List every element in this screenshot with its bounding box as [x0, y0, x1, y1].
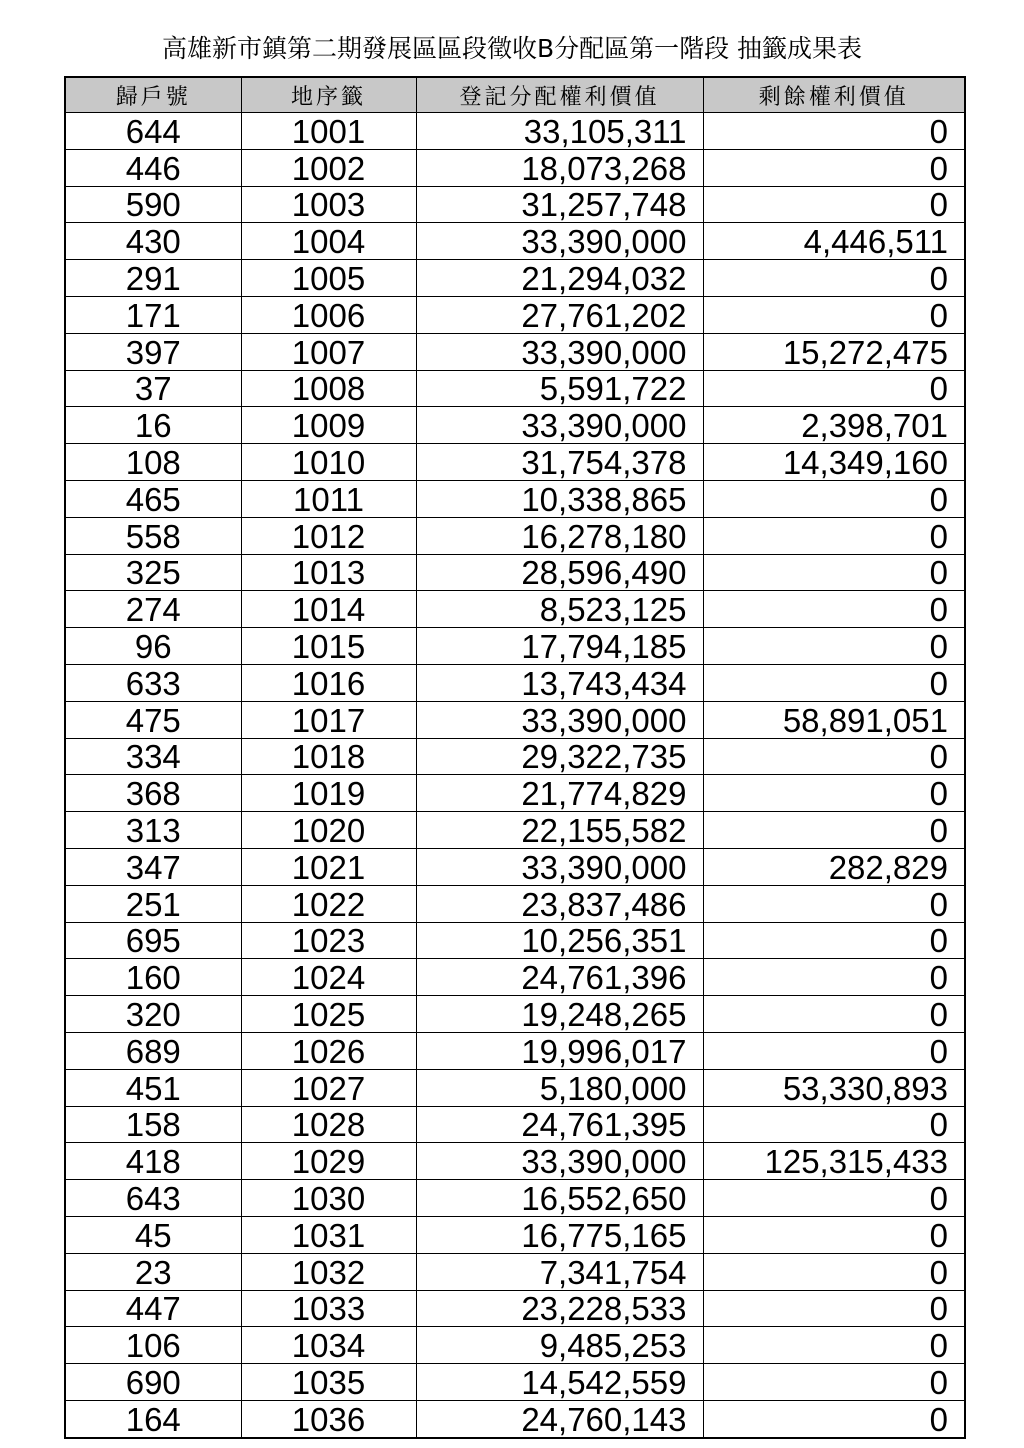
household-number-cell: 451 [65, 1069, 241, 1106]
lot-number-cell: 1003 [241, 186, 416, 223]
table-row [65, 517, 965, 554]
household-number-cell: 690 [65, 1364, 241, 1401]
table-row [65, 664, 965, 701]
registered-value-cell: 31,257,748 [416, 186, 703, 223]
remaining-value-cell: 0 [703, 922, 965, 959]
table-row [65, 333, 965, 370]
lot-number-cell: 1016 [241, 664, 416, 701]
lot-number-cell: 1007 [241, 333, 416, 370]
remaining-value-cell: 0 [703, 1253, 965, 1290]
table-row [65, 922, 965, 959]
lot-number-cell: 1022 [241, 885, 416, 922]
table-row [65, 444, 965, 481]
registered-value-cell: 23,228,533 [416, 1290, 703, 1327]
page-title: 高雄新市鎮第二期發展區區段徵收B分配區第一階段 抽籤成果表 [161, 34, 863, 63]
remaining-value-cell: 0 [703, 738, 965, 775]
household-number-cell: 274 [65, 591, 241, 628]
household-number-cell: 695 [65, 922, 241, 959]
column-header-lot-number: 地序籤 [241, 77, 416, 113]
registered-value-cell: 24,761,395 [416, 1106, 703, 1143]
table-row [65, 1069, 965, 1106]
lot-number-cell: 1028 [241, 1106, 416, 1143]
household-number-cell: 158 [65, 1106, 241, 1143]
remaining-value-cell: 0 [703, 1327, 965, 1364]
registered-value-cell: 23,837,486 [416, 885, 703, 922]
household-number-cell: 313 [65, 812, 241, 849]
lot-number-cell: 1011 [241, 480, 416, 517]
remaining-value-cell: 0 [703, 554, 965, 591]
table-row [65, 591, 965, 628]
registered-value-cell: 33,390,000 [416, 223, 703, 260]
table-row [65, 1290, 965, 1327]
household-number-cell: 37 [65, 370, 241, 407]
table-row [65, 701, 965, 738]
household-number-cell: 368 [65, 775, 241, 812]
lot-number-cell: 1023 [241, 922, 416, 959]
registered-value-cell: 24,760,143 [416, 1400, 703, 1437]
remaining-value-cell: 0 [703, 775, 965, 812]
remaining-value-cell: 0 [703, 260, 965, 297]
registered-value-cell: 16,552,650 [416, 1180, 703, 1217]
household-number-cell: 465 [65, 480, 241, 517]
registered-value-cell: 16,278,180 [416, 517, 703, 554]
registered-value-cell: 24,761,396 [416, 959, 703, 996]
registered-value-cell: 14,542,559 [416, 1364, 703, 1401]
lot-number-cell: 1004 [241, 223, 416, 260]
registered-value-cell: 33,390,000 [416, 848, 703, 885]
household-number-cell: 475 [65, 701, 241, 738]
remaining-value-cell: 0 [703, 1106, 965, 1143]
registered-value-cell: 21,294,032 [416, 260, 703, 297]
household-number-cell: 108 [65, 444, 241, 481]
table-row [65, 1364, 965, 1401]
lot-number-cell: 1015 [241, 628, 416, 665]
registered-value-cell: 28,596,490 [416, 554, 703, 591]
registered-value-cell: 18,073,268 [416, 149, 703, 186]
remaining-value-cell: 4,446,511 [703, 223, 965, 260]
table-row [65, 738, 965, 775]
registered-value-cell: 33,390,000 [416, 333, 703, 370]
household-number-cell: 644 [65, 113, 241, 150]
remaining-value-cell: 0 [703, 591, 965, 628]
household-number-cell: 106 [65, 1327, 241, 1364]
registered-value-cell: 13,743,434 [416, 664, 703, 701]
column-header-remaining-value: 剩餘權利價值 [703, 77, 965, 113]
household-number-cell: 447 [65, 1290, 241, 1327]
table-row [65, 1032, 965, 1069]
table-row [65, 370, 965, 407]
remaining-value-cell: 0 [703, 113, 965, 150]
lot-number-cell: 1026 [241, 1032, 416, 1069]
lot-number-cell: 1018 [241, 738, 416, 775]
registered-value-cell: 10,256,351 [416, 922, 703, 959]
table-row [65, 1253, 965, 1290]
lot-number-cell: 1010 [241, 444, 416, 481]
household-number-cell: 16 [65, 407, 241, 444]
lot-number-cell: 1012 [241, 517, 416, 554]
household-number-cell: 397 [65, 333, 241, 370]
registered-value-cell: 5,180,000 [416, 1069, 703, 1106]
column-header-registered-allocation-value: 登記分配權利價值 [416, 77, 703, 113]
table-row [65, 554, 965, 591]
household-number-cell: 45 [65, 1216, 241, 1253]
remaining-value-cell: 0 [703, 664, 965, 701]
remaining-value-cell: 0 [703, 1180, 965, 1217]
lot-number-cell: 1005 [241, 260, 416, 297]
remaining-value-cell: 0 [703, 1216, 965, 1253]
registered-value-cell: 10,338,865 [416, 480, 703, 517]
household-number-cell: 334 [65, 738, 241, 775]
table-row [65, 260, 965, 297]
table-row [65, 812, 965, 849]
lot-number-cell: 1036 [241, 1400, 416, 1437]
table-row [65, 223, 965, 260]
lot-number-cell: 1021 [241, 848, 416, 885]
household-number-cell: 446 [65, 149, 241, 186]
lot-number-cell: 1024 [241, 959, 416, 996]
remaining-value-cell: 0 [703, 480, 965, 517]
registered-value-cell: 7,341,754 [416, 1253, 703, 1290]
lot-number-cell: 1009 [241, 407, 416, 444]
household-number-cell: 251 [65, 885, 241, 922]
remaining-value-cell: 0 [703, 812, 965, 849]
remaining-value-cell: 15,272,475 [703, 333, 965, 370]
lot-number-cell: 1027 [241, 1069, 416, 1106]
remaining-value-cell: 0 [703, 885, 965, 922]
registered-value-cell: 16,775,165 [416, 1216, 703, 1253]
table-row [65, 628, 965, 665]
table-row [65, 996, 965, 1033]
remaining-value-cell: 2,398,701 [703, 407, 965, 444]
table-row [65, 848, 965, 885]
remaining-value-cell: 0 [703, 517, 965, 554]
household-number-cell: 689 [65, 1032, 241, 1069]
table-header [65, 77, 965, 113]
remaining-value-cell: 53,330,893 [703, 1069, 965, 1106]
remaining-value-cell: 0 [703, 1364, 965, 1401]
registered-value-cell: 21,774,829 [416, 775, 703, 812]
table-row [65, 1400, 965, 1437]
table-row [65, 407, 965, 444]
household-number-cell: 633 [65, 664, 241, 701]
registered-value-cell: 29,322,735 [416, 738, 703, 775]
household-number-cell: 643 [65, 1180, 241, 1217]
registered-value-cell: 19,248,265 [416, 996, 703, 1033]
table-row [65, 959, 965, 996]
lot-number-cell: 1019 [241, 775, 416, 812]
table-body [65, 113, 965, 1438]
lot-number-cell: 1002 [241, 149, 416, 186]
header-row [65, 77, 965, 113]
remaining-value-cell: 0 [703, 959, 965, 996]
table-row [65, 1143, 965, 1180]
remaining-value-cell: 0 [703, 996, 965, 1033]
table-row [65, 1180, 965, 1217]
table-row [65, 775, 965, 812]
registered-value-cell: 33,390,000 [416, 1143, 703, 1180]
lot-number-cell: 1029 [241, 1143, 416, 1180]
table-row [65, 149, 965, 186]
registered-value-cell: 9,485,253 [416, 1327, 703, 1364]
household-number-cell: 558 [65, 517, 241, 554]
table-row [65, 1327, 965, 1364]
remaining-value-cell: 0 [703, 149, 965, 186]
lot-number-cell: 1008 [241, 370, 416, 407]
lot-number-cell: 1031 [241, 1216, 416, 1253]
remaining-value-cell: 0 [703, 1032, 965, 1069]
column-header-household-number: 歸戶號 [65, 77, 241, 113]
registered-value-cell: 19,996,017 [416, 1032, 703, 1069]
table-row [65, 1106, 965, 1143]
household-number-cell: 418 [65, 1143, 241, 1180]
lot-number-cell: 1006 [241, 296, 416, 333]
registered-value-cell: 31,754,378 [416, 444, 703, 481]
household-number-cell: 171 [65, 296, 241, 333]
household-number-cell: 590 [65, 186, 241, 223]
remaining-value-cell: 282,829 [703, 848, 965, 885]
lot-number-cell: 1033 [241, 1290, 416, 1327]
remaining-value-cell: 0 [703, 1400, 965, 1437]
table-row [65, 480, 965, 517]
registered-value-cell: 8,523,125 [416, 591, 703, 628]
lot-number-cell: 1035 [241, 1364, 416, 1401]
table-row [65, 296, 965, 333]
table-row [65, 186, 965, 223]
remaining-value-cell: 0 [703, 186, 965, 223]
registered-value-cell: 27,761,202 [416, 296, 703, 333]
registered-value-cell: 22,155,582 [416, 812, 703, 849]
lot-number-cell: 1030 [241, 1180, 416, 1217]
household-number-cell: 160 [65, 959, 241, 996]
remaining-value-cell: 0 [703, 370, 965, 407]
remaining-value-cell: 14,349,160 [703, 444, 965, 481]
household-number-cell: 164 [65, 1400, 241, 1437]
lot-number-cell: 1013 [241, 554, 416, 591]
registered-value-cell: 17,794,185 [416, 628, 703, 665]
remaining-value-cell: 125,315,433 [703, 1143, 965, 1180]
lottery-results-table [64, 76, 966, 1439]
lot-number-cell: 1014 [241, 591, 416, 628]
lot-number-cell: 1020 [241, 812, 416, 849]
remaining-value-cell: 0 [703, 296, 965, 333]
table-row [65, 113, 965, 150]
lot-number-cell: 1034 [241, 1327, 416, 1364]
lot-number-cell: 1032 [241, 1253, 416, 1290]
household-number-cell: 325 [65, 554, 241, 591]
lot-number-cell: 1017 [241, 701, 416, 738]
household-number-cell: 320 [65, 996, 241, 1033]
registered-value-cell: 33,390,000 [416, 407, 703, 444]
household-number-cell: 96 [65, 628, 241, 665]
household-number-cell: 347 [65, 848, 241, 885]
household-number-cell: 291 [65, 260, 241, 297]
household-number-cell: 23 [65, 1253, 241, 1290]
remaining-value-cell: 0 [703, 1290, 965, 1327]
remaining-value-cell: 58,891,051 [703, 701, 965, 738]
household-number-cell: 430 [65, 223, 241, 260]
lot-number-cell: 1025 [241, 996, 416, 1033]
table-row [65, 1216, 965, 1253]
registered-value-cell: 33,105,311 [416, 113, 703, 150]
remaining-value-cell: 0 [703, 628, 965, 665]
lot-number-cell: 1001 [241, 113, 416, 150]
registered-value-cell: 5,591,722 [416, 370, 703, 407]
table-row [65, 885, 965, 922]
registered-value-cell: 33,390,000 [416, 701, 703, 738]
